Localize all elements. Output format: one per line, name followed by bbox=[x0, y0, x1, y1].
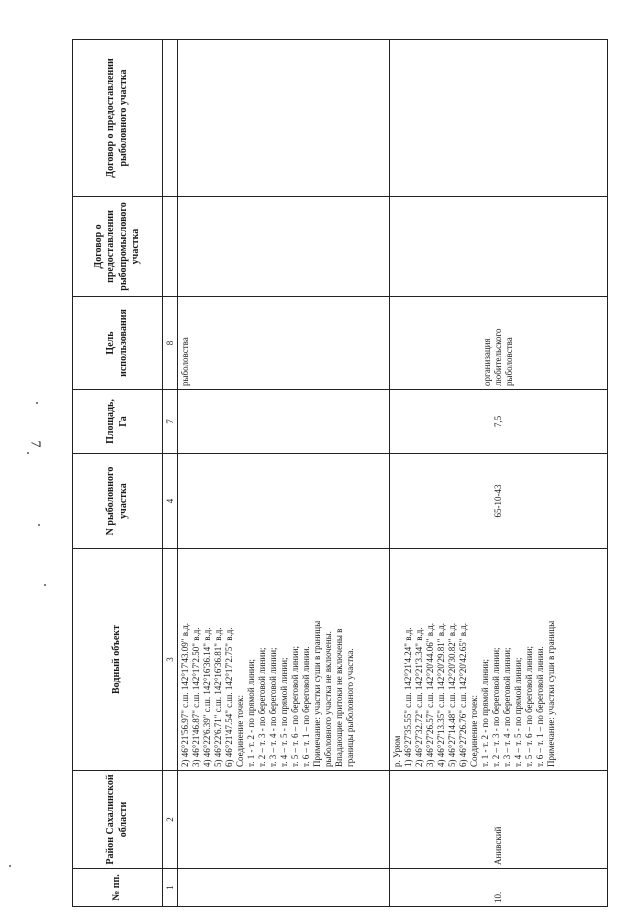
object-line: т. 3 – т. 4 - по береговой линии; bbox=[267, 647, 278, 767]
column-number: 8 bbox=[163, 297, 178, 390]
object-line: 3) 46°27'26.57" с.ш. 142°20'44.06" в.д. bbox=[424, 622, 435, 767]
object-line: Примечание: участки суши в границы bbox=[311, 620, 322, 767]
scan-speck bbox=[9, 865, 11, 867]
header-purpose: Цель использования bbox=[73, 297, 163, 390]
object-line: 4) 46°22'6.39" с.ш. 142°16'36.14" в.д. bbox=[201, 627, 212, 767]
object-line: 2) 46°21'56.97" с.ш. 142°17'43.09" в.д. bbox=[180, 622, 190, 767]
object-line: 5) 46°27'14.48" с.ш. 142°20'30.82" в.д. bbox=[446, 622, 457, 767]
page-number: 7 bbox=[27, 440, 43, 448]
object-line: 2) 46°27'32.72" с.ш. 142°21'3.34" в.д. bbox=[413, 627, 424, 767]
object-line: т. 4 – т. 5 - по прямой линии; bbox=[278, 657, 289, 767]
row-plot-number bbox=[178, 454, 390, 549]
object-line: границы рыболовного участка. bbox=[344, 648, 355, 767]
row-contract-fishing bbox=[390, 197, 608, 297]
object-line: Соединение точек: bbox=[234, 694, 245, 767]
row-contract-fishing bbox=[178, 197, 390, 297]
row-plot-number: 65-10-43 bbox=[390, 454, 608, 549]
object-line: 6) 46°27'26.76" с.ш. 142°20'42.65" в.д. bbox=[457, 622, 468, 767]
row-water-object bbox=[178, 549, 390, 771]
column-number: 7 bbox=[163, 390, 178, 454]
table-row bbox=[178, 40, 390, 907]
column-number-row bbox=[163, 40, 178, 907]
object-line: р. Урюм bbox=[392, 735, 402, 767]
fishing-plots-table bbox=[72, 39, 608, 907]
row-number bbox=[178, 869, 390, 907]
header-no: № пп. bbox=[73, 869, 163, 907]
object-line: т. 3 – т. 4 - по береговой линии; bbox=[501, 647, 512, 767]
row-purpose: рыболовства bbox=[178, 297, 390, 390]
object-line: 6) 46°21'47.54" с.ш. 142°17'2.75" в.д. bbox=[223, 627, 234, 767]
object-line: Соединение точек: bbox=[468, 694, 479, 767]
header-contract-fishing-plot: Договор о предоставлении рыбопромыслового участка bbox=[73, 197, 163, 297]
object-line: т. 2 – т. 3 - по береговой линии; bbox=[256, 647, 267, 767]
fishing-plots-table-frame bbox=[72, 40, 607, 907]
scan-speck bbox=[44, 584, 46, 586]
header-contract-angling-plot: Договор о предоставлении рыболовного участка bbox=[73, 40, 163, 197]
object-line: 3) 46°21'46.87" с.ш. 142°17'2.50" в.д. bbox=[190, 627, 201, 767]
header-water-object: Водный объект bbox=[73, 549, 163, 771]
object-line: т. 6 – т. 1 – по береговой линии. bbox=[534, 646, 545, 767]
header-row bbox=[73, 40, 163, 907]
row-district: Анивский bbox=[390, 771, 608, 869]
object-line: т. 1 - т. 2 - по прямой линии; bbox=[479, 658, 490, 767]
row-number: 10. bbox=[390, 869, 608, 907]
row-water-object bbox=[390, 549, 608, 771]
scan-speck bbox=[38, 524, 40, 526]
header-plot-number: N рыболовного участка bbox=[73, 454, 163, 549]
column-number: 1 bbox=[163, 869, 178, 907]
header-area: Площадь, Га bbox=[73, 390, 163, 454]
column-number: 3 bbox=[163, 549, 178, 771]
object-line: рыболовного участка не включены. bbox=[322, 631, 333, 767]
row-district bbox=[178, 771, 390, 869]
table-row bbox=[390, 40, 608, 907]
column-number bbox=[163, 197, 178, 297]
object-line: 1) 46°27'35.55" с.ш. 142°21'4.24" в.д. bbox=[402, 627, 413, 767]
object-line: т. 1 - т. 2 - по прямой линии; bbox=[245, 658, 256, 767]
object-line: т. 4 – т. 5 - по прямой линии; bbox=[512, 657, 523, 767]
column-number: 2 bbox=[163, 771, 178, 869]
row-area bbox=[178, 390, 390, 454]
row-purpose: организация любительского рыболовства bbox=[390, 297, 608, 390]
object-line: 4) 46°27'13.35" с.ш. 142°20'29.81" в.д. bbox=[435, 622, 446, 767]
scan-speck bbox=[36, 402, 38, 404]
row-area: 7,5 bbox=[390, 390, 608, 454]
row-contract-angling bbox=[178, 40, 390, 197]
column-number: 4 bbox=[163, 454, 178, 549]
object-line: 5) 46°22'6.71" с.ш. 142°16'36.81" в.д. bbox=[212, 627, 223, 767]
object-line: т. 5 – т. 6 – по береговой линии; bbox=[523, 645, 534, 767]
column-number bbox=[163, 40, 178, 197]
object-line: Впадающие притоки не включены в bbox=[333, 628, 344, 767]
header-district: Район Сахалинской области bbox=[73, 771, 163, 869]
scan-speck bbox=[27, 452, 29, 454]
object-line: т. 2 – т. 3 - по береговой линии; bbox=[490, 647, 501, 767]
object-line: т. 6 – т. 1 – по береговой линии. bbox=[300, 646, 311, 767]
object-line: т. 5 – т. 6 – по береговой линии; bbox=[289, 645, 300, 767]
object-line: Примечание: участки суши в границы bbox=[545, 620, 556, 767]
row-contract-angling bbox=[390, 40, 608, 197]
